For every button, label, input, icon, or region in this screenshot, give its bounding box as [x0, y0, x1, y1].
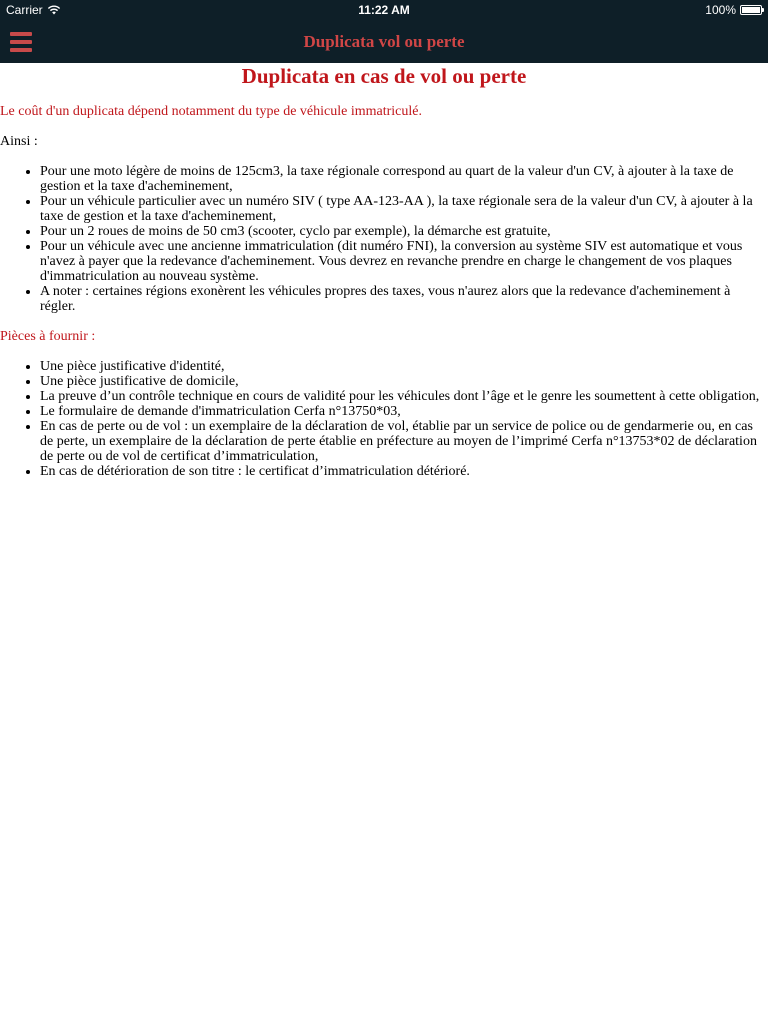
list-item: • Une pièce justificative d'identité,	[40, 359, 768, 374]
navigation-bar	[0, 20, 768, 63]
page-title: Duplicata en cas de vol ou perte	[241, 64, 527, 88]
list-item: • A noter : certaines régions exonèrent les véhicules propres des taxes, vous n'aurez alors que la redevance d'acheminement à régler.	[40, 284, 768, 314]
nav-title: Duplicata vol ou perte	[303, 32, 465, 51]
list-item: • Pour une moto légère de moins de 125cm3, la taxe régionale correspond au quart de la valeur d'un CV, à ajouter à la taxe de gestion et la taxe d'acheminement,	[40, 164, 768, 194]
ainsi-label: Ainsi :	[0, 134, 38, 149]
battery-percent: 100%	[705, 3, 736, 17]
list-item: • Le formulaire de demande d'immatriculation Cerfa n°13750*03,	[40, 404, 768, 419]
status-bar	[0, 0, 768, 20]
cost-list	[0, 164, 768, 314]
list-item: • Pour un véhicule avec une ancienne immatriculation (dit numéro FNI), la conversion au système SIV est automatique et vous n'avez à payer que la redevance d'acheminement. Vous devrez en revanche prendre en charge le changement de vos plaques d'immatriculation au nouveau système.	[40, 239, 768, 284]
status-time: 11:22 AM	[358, 3, 410, 17]
list-item: • Pour un 2 roues de moins de 50 cm3 (scooter, cyclo par exemple), la démarche est gratuite,	[40, 224, 768, 239]
intro-text: Le coût d'un duplicata dépend notamment du type de véhicule immatriculé.	[0, 104, 422, 119]
list-item: • Une pièce justificative de domicile,	[40, 374, 768, 389]
list-item: • En cas de perte ou de vol : un exemplaire de la déclaration de vol, établie par un service de police ou de gendarmerie ou, en cas de perte, un exemplaire de la déclaration de perte établie en préfecture au moyen de l’imprimé Cerfa n°13753*02 de déclaration de perte ou de vol de certificat d’immatriculation,	[40, 419, 768, 464]
page-content	[0, 63, 768, 479]
pieces-heading: Pièces à fournir :	[0, 329, 96, 344]
list-item: • En cas de détérioration de son titre : le certificat d’immatriculation détérioré.	[40, 464, 768, 479]
pieces-list	[0, 359, 768, 479]
battery-fill	[742, 7, 760, 13]
carrier-label: Carrier	[6, 3, 43, 17]
status-right	[705, 3, 762, 17]
battery-icon	[740, 5, 762, 15]
list-item: • La preuve d’un contrôle technique en cours de validité pour les véhicules dont l’âge et le genre les soumettent à cette obligation,	[40, 389, 768, 404]
list-item: • Pour un véhicule particulier avec un numéro SIV ( type AA-123-AA ), la taxe régionale sera de la valeur d'un CV, à ajouter à la taxe de gestion et la taxe d'acheminement,	[40, 194, 768, 224]
